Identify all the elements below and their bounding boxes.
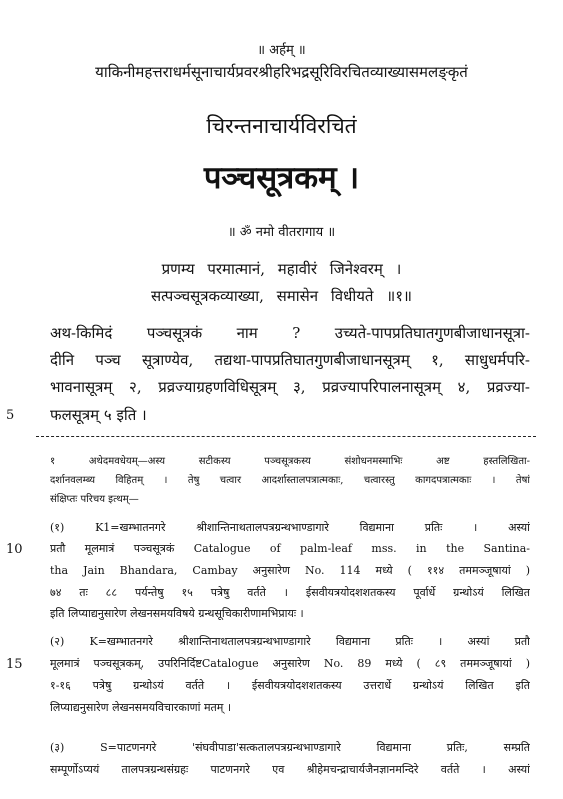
salutation: ॥ ॐ नमो वीतरागाय ॥ [227, 225, 336, 240]
commentary-line: भावनासूत्रम् २, प्रव्रज्याग्रहणविधिसूत्रम् ३, प्रव्रज्यापरिपालनासूत्रम् ४, प्रव्रज्या- [50, 378, 530, 396]
verse-line-1: प्रणम्य परमात्मानं, महावीरं जिनेश्वरम् । [161, 260, 402, 278]
subtitle-author: चिरन्तनाचार्यविरचितं [206, 114, 357, 138]
note-line: इति लिप्याद्यनुसारेण लेखनसमयविषये ग्रन्थसूचिकारीणामभिप्रायः । [50, 607, 304, 620]
note-line: प्रतौ मूलमात्रं पञ्चसूत्रकं Catalogue of palm-leaf mss. in the Santina- [50, 542, 530, 555]
note-line: (३) S=पाटणनगरे 'संघवीपाडा'सत्कतालपत्रग्रन्थभाण्डागारे विद्यमाना प्रतिः, सम्प्रति [50, 741, 530, 754]
commentary-line: दीनि पञ्च सूत्राण्येव, तद्यथा-पापप्रतिघातगुणबीजाधानसूत्रम् १, साधुधर्मपरि- [50, 351, 530, 369]
verse-line-2: सत्पञ्चसूत्रकव्याख्या, समासेन विधीयते ॥१॥ [151, 287, 412, 305]
note-line: (२) K=खम्भातनगरे श्रीशान्तिनाथतालपत्रग्रन्थभाण्डागारे विद्यमाना प्रतिः । अस्यां प्रतौ [50, 635, 530, 648]
invocation: ॥ अर्हम् ॥ [257, 43, 306, 58]
note-line: लिप्याद्यनुसारेण लेखनसमयविचारकाणां मतम् । [50, 701, 232, 714]
line-number: 10 [6, 542, 23, 557]
note-line: सम्पूर्णोऽप्ययं तालपत्रग्रन्थसंग्रहः पाटणनगरे एव श्रीहेमचन्द्राचार्यजैनज्ञानमन्दिरे वर्तते । अस्यां [50, 763, 530, 776]
footnote-line: दर्शानवलम्ब्य विहितम् । तेषु चत्वार आदर्शास्तालपत्रात्मकाः, चत्वारस्तु कागदपत्रात्मकाः । तेषां [50, 475, 530, 486]
note-line: tha Jain Bhandara, Cambay अनुसारेण No. 114 मध्ये ( ११४ तममञ्जूषायां ) [50, 564, 530, 577]
note-line: मूलमात्रं पञ्चसूत्रकम्, उपरिनिर्दिष्टCatalogue अनुसारेण No. 89 मध्ये ( ८९ तममञ्जूषायां ) [50, 657, 530, 670]
commentary-line: अथ-किमिदं पञ्चसूत्रकं नाम ? उच्यते-पापप्रतिघातगुणबीजाधानसूत्रा- [50, 324, 530, 342]
footnote-line: १ अथेदमवधेयम्—अस्य सटीकस्य पञ्चसूत्रकस्य संशोधनमस्माभिः अष्ट हस्तलिखिता- [50, 456, 530, 467]
footnote-line: संक्षिप्तः परिचय इत्थम्— [50, 494, 139, 505]
line-number: 15 [6, 657, 23, 672]
note-line: ७४ तः ८८ पर्यन्तेषु १५ पत्रेषु वर्तते । ईसवीयत्रयोदशशतकस्य पूर्वार्धे ग्रन्थोऽयं लिखित [50, 586, 530, 599]
page-title: पञ्चसूत्रकम् । [203, 160, 360, 196]
note-line: (१) K1=खम्भातनगरे श्रीशान्तिनाथतालपत्रग्रन्थभाण्डागारे विद्यमाना प्रतिः । अस्यां [50, 521, 530, 534]
note-line: १-१६ पत्रेषु ग्रन्थोऽयं वर्तते । ईसवीयत्रयोदशशतकस्य उत्तरार्धे ग्रन्थोऽयं लिखित इति [50, 679, 530, 692]
footnote-divider [36, 436, 536, 437]
line-number: 5 [6, 408, 15, 423]
commentary-line: फलसूत्रम् ५ इति । [50, 406, 147, 424]
subtitle-long: याकिनीमहत्तराधर्मसूनाचार्यप्रवरश्रीहरिभद्रसूरिविरचितव्याख्यासमलङ्कृतं [95, 63, 468, 81]
